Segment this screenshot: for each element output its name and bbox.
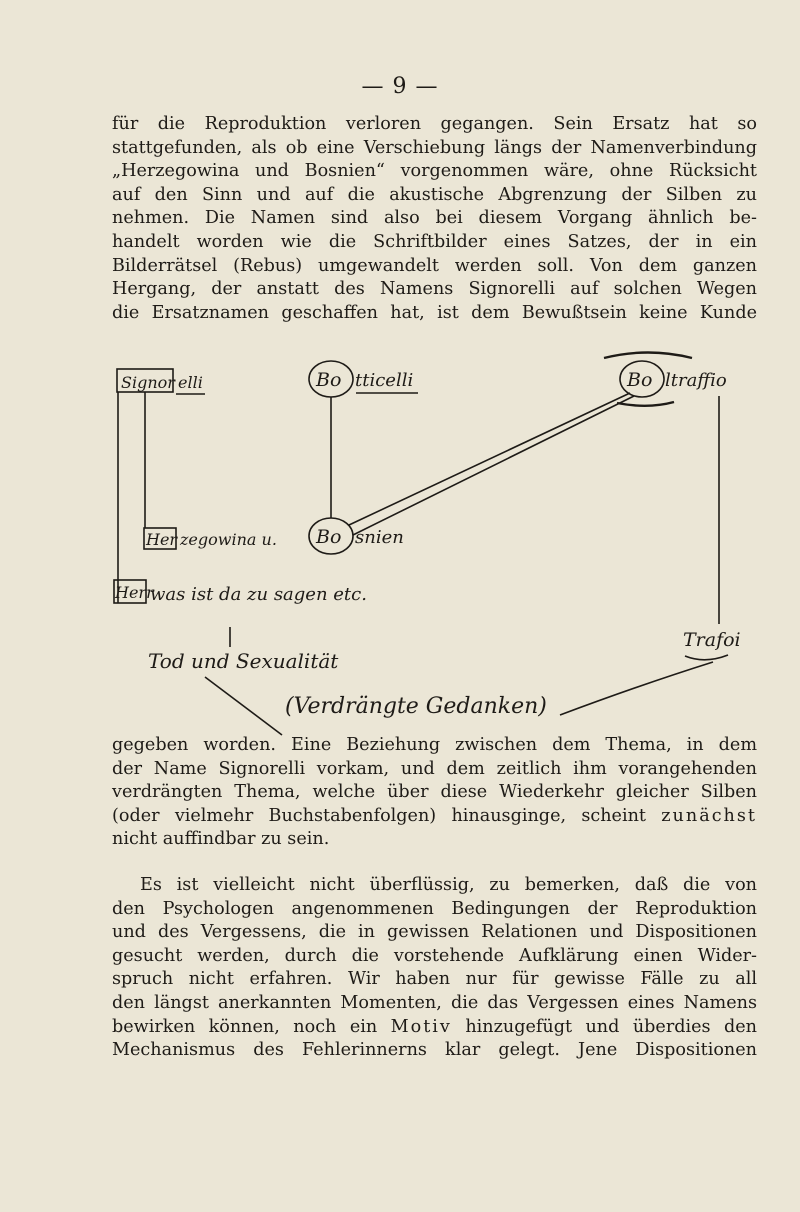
diagram-ltraffio: ltraffio	[665, 370, 727, 391]
text-line: verdrängten Thema, welche über diese Wiederkehr gleicher Silben	[112, 782, 757, 803]
signor-box	[117, 369, 173, 392]
diagram-snien: snien	[355, 527, 404, 548]
text-line: den Psychologen angenommenen Bedingungen der Reproduktion	[112, 898, 757, 919]
text-fragment: hinzugefügt und überdies den	[465, 1016, 758, 1037]
diagram-bo-2: Bo	[627, 369, 653, 391]
bo-circle-2	[620, 361, 664, 397]
text-line	[112, 805, 757, 829]
text-line: Es ist vielleicht nicht überflüssig, zu bemerken, daß die von	[140, 875, 757, 895]
text-line: gesucht werden, durch die vorstehende Aufklärung einen Wider-	[112, 945, 757, 966]
text-fragment: bewirken können, noch ein	[112, 1016, 378, 1037]
text-line: Bilderrätsel (Rebus) umgewandelt werden soll. Von dem ganzen	[112, 255, 757, 276]
text-line: Hergang, der anstatt des Namens Signorelli auf solchen Wegen	[112, 279, 757, 300]
bo-circle-1	[309, 361, 353, 397]
text-line: der Name Signorelli vorkam, und dem zeitlich ihm vorangehenden	[112, 758, 757, 779]
text-line: gegeben worden. Eine Beziehung zwischen dem Thema, in dem	[112, 735, 757, 755]
bo-link-diagonal-1	[349, 393, 630, 525]
tod-to-verdraengte-line	[205, 677, 282, 735]
emphasized-word: zunächst	[661, 805, 757, 826]
diagram-was-ist: was ist da zu sagen etc.	[150, 584, 367, 605]
text-line: den längst anerkannten Momenten, die das Vergessen eines Namens	[112, 992, 757, 1013]
diagram-her: Her	[146, 530, 178, 549]
text-line: nehmen. Die Namen sind also bei diesem Vorgang ähnlich be-	[112, 208, 757, 229]
bo-link-diagonal-2	[353, 396, 634, 535]
text-line: für die Reproduktion verloren gegangen. Sein Ersatz hat so	[112, 114, 757, 134]
herr-box	[114, 580, 146, 603]
text-line: spruch nicht erfahren. Wir haben nur für gewisse Fälle zu all	[112, 969, 757, 990]
text-line: und des Vergessens, die in gewissen Relationen und Dispositionen	[112, 922, 757, 943]
paragraph-top	[112, 113, 757, 325]
diagram-trafoi: Trafoi	[683, 629, 741, 651]
diagram-tod: Tod und Sexualität	[148, 649, 339, 673]
page-number: — 9 —	[361, 74, 439, 99]
paragraph-1	[112, 734, 757, 852]
diagram-bo-1: Bo	[316, 369, 342, 391]
text-line: stattgefunden, als ob eine Verschiebung längs der Namenverbindung	[112, 137, 757, 158]
diagram-herr: Herr	[115, 583, 154, 602]
her-box	[144, 528, 176, 549]
diagram-zegowina: zegowina u.	[180, 530, 277, 549]
text-line: Mechanismus des Fehlerinnerns klar gelegt. Jene Dispositionen	[112, 1040, 757, 1061]
diagram-signor: Signor	[121, 373, 175, 392]
diagram-elli: elli	[178, 373, 203, 392]
diagram-tticelli: tticelli	[355, 370, 414, 391]
text-fragment: (oder vielmehr Buchstabenfolgen) hinausginge, scheint	[112, 805, 646, 826]
text-line: „Herzegowina und Bosnien“ vorgenommen wäre, ohne Rücksicht	[112, 161, 757, 182]
emphasized-word: Motiv	[390, 1016, 452, 1037]
text-line: handelt worden wie die Schriftbilder eines Satzes, der in ein	[112, 231, 757, 252]
trafoi-to-verdraengte-line	[560, 662, 713, 715]
diagram-bo-3: Bo	[316, 526, 342, 548]
text-line	[112, 1016, 757, 1040]
diagram-verdraengte: (Verdrängte Gedanken)	[285, 694, 547, 719]
text-line: auf den Sinn und auf die akustische Abgrenzung der Silben zu	[112, 184, 757, 205]
bo-circle-3	[309, 518, 353, 554]
text-line: nicht auffindbar zu sein.	[112, 829, 330, 850]
paragraph-2	[112, 874, 757, 1063]
text-line: die Ersatznamen geschaffen hat, ist dem Bewußtsein keine Kunde	[112, 302, 757, 323]
